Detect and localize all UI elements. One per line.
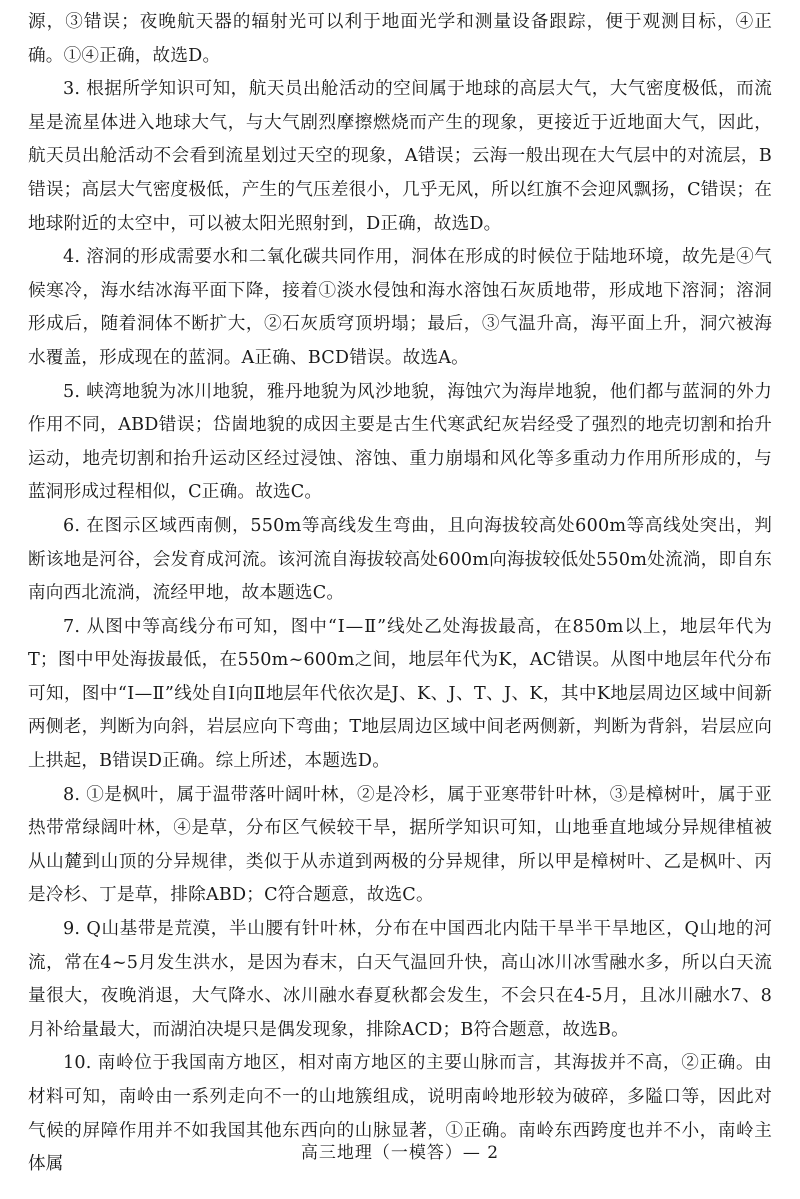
page-footer: 高三地理（一模答）— 2 <box>300 1143 500 1163</box>
paragraph-answer-7: 7. 从图中等高线分布可知，图中“Ⅰ—Ⅱ”线处乙处海拔最高，在850m以上，地层年代为T；图中甲处海拔最低，在550m~600m之间，地层年代为K，AC错误。从图中地层年代分布可知，图中“Ⅰ—Ⅱ”线处自Ⅰ向Ⅱ地层年代依次是J、K、J、T、J、K，其中K地层周边区域中间新两侧老，判断为向斜，岩层应向下弯曲；T地层周边区域中间老两侧新，判断为背斜，岩层应向上拱起，B错误D正确。综上所述，本题选D。 <box>28 616 772 772</box>
paragraph-answer-9: 9. Q山基带是荒漠，半山腰有针叶林，分布在中国西北内陆干旱半干旱地区，Q山地的河流，常在4~5月发生洪水，是因为春末，白天气温回升快，高山冰川冰雪融水多，所以白天流量很大，夜晚消退，大气降水、冰川融水春夏秋都会发生，不会只在4-5月，且冰川融水7、8月补给量最大，而湖泊决堤只是偶发现象，排除ACD；B符合题意，故选B。 <box>28 919 772 1040</box>
paragraph-continuation: 源，③错误；夜晚航天器的辐射光可以利于地面光学和测量设备跟踪，便于观测目标，④正确。①④正确，故选D。 <box>28 12 772 66</box>
paragraph-answer-3: 3. 根据所学知识可知，航天员出舱活动的空间属于地球的高层大气，大气密度极低，而流星是流星体进入地球大气，与大气剧烈摩擦燃烧而产生的现象，更接近于近地面大气，因此，航天员出舱活动不会看到流星划过天空的现象，A错误；云海一般出现在大气层中的对流层，B错误；高层大气密度极低，产生的气压差很小，几乎无风，所以红旗不会迎风飘扬，C错误；在地球附近的太空中，可以被太阳光照射到，D正确，故选D。 <box>28 79 772 234</box>
paragraph-answer-5: 5. 峡湾地貌为冰川地貌，雅丹地貌为风沙地貌，海蚀穴为海岸地貌，他们都与蓝洞的外力作用不同，ABD错误；岱崮地貌的成因主要是古生代寒武纪灰岩经受了强烈的地壳切割和抬升运动，地壳切割和抬升运动区经过浸蚀、溶蚀、重力崩塌和风化等多重动力作用所形成的，与蓝洞形成过程相似，C正确。故选C。 <box>28 381 772 503</box>
paragraph-answer-4: 4. 溶洞的形成需要水和二氧化碳共同作用，洞体在形成的时候位于陆地环境，故先是④气候寒冷，海水结冰海平面下降，接着①淡水侵蚀和海水溶蚀石灰质地带，形成地下溶洞；溶洞形成后，随着洞体不断扩大，②石灰质穹顶坍塌；最后，③气温升高，海平面上升，洞穴被海水覆盖，形成现在的蓝洞。A正确、BCD错误。故选A。 <box>28 247 772 368</box>
paragraph-answer-10: 10. 南岭位于我国南方地区，相对南方地区的主要山脉而言，其海拔并不高，②正确。由材料可知，南岭由一系列走向不一的山地簇组成，说明南岭地形较为破碎，多隘口等，因此对气候的屏障作用并不如我国其他东西向的山脉显著，①正确。南岭东西跨度也并不小，南岭主体属 <box>28 1053 772 1175</box>
paragraph-answer-6: 6. 在图示区域西南侧，550m等高线发生弯曲，且向海拔较高处600m等高线处突出，判断该地是河谷，会发育成河流。该河流自海拔较高处600m向海拔较低处550m处流淌，即自东南向西北流淌，流经甲地，故本题选C。 <box>28 515 772 604</box>
paragraph-answer-8: 8. ①是枫叶，属于温带落叶阔叶林，②是冷杉，属于亚寒带针叶林，③是樟树叶，属于亚热带常绿阔叶林，④是草，分布区气候较干旱，据所学知识可知，山地垂直地域分异规律植被从山麓到山顶的分异规律，类似于从赤道到两极的分异规律，所以甲是樟树叶、乙是枫叶、丙是冷杉、丁是草，排除ABD；C符合题意，故选C。 <box>28 784 772 906</box>
